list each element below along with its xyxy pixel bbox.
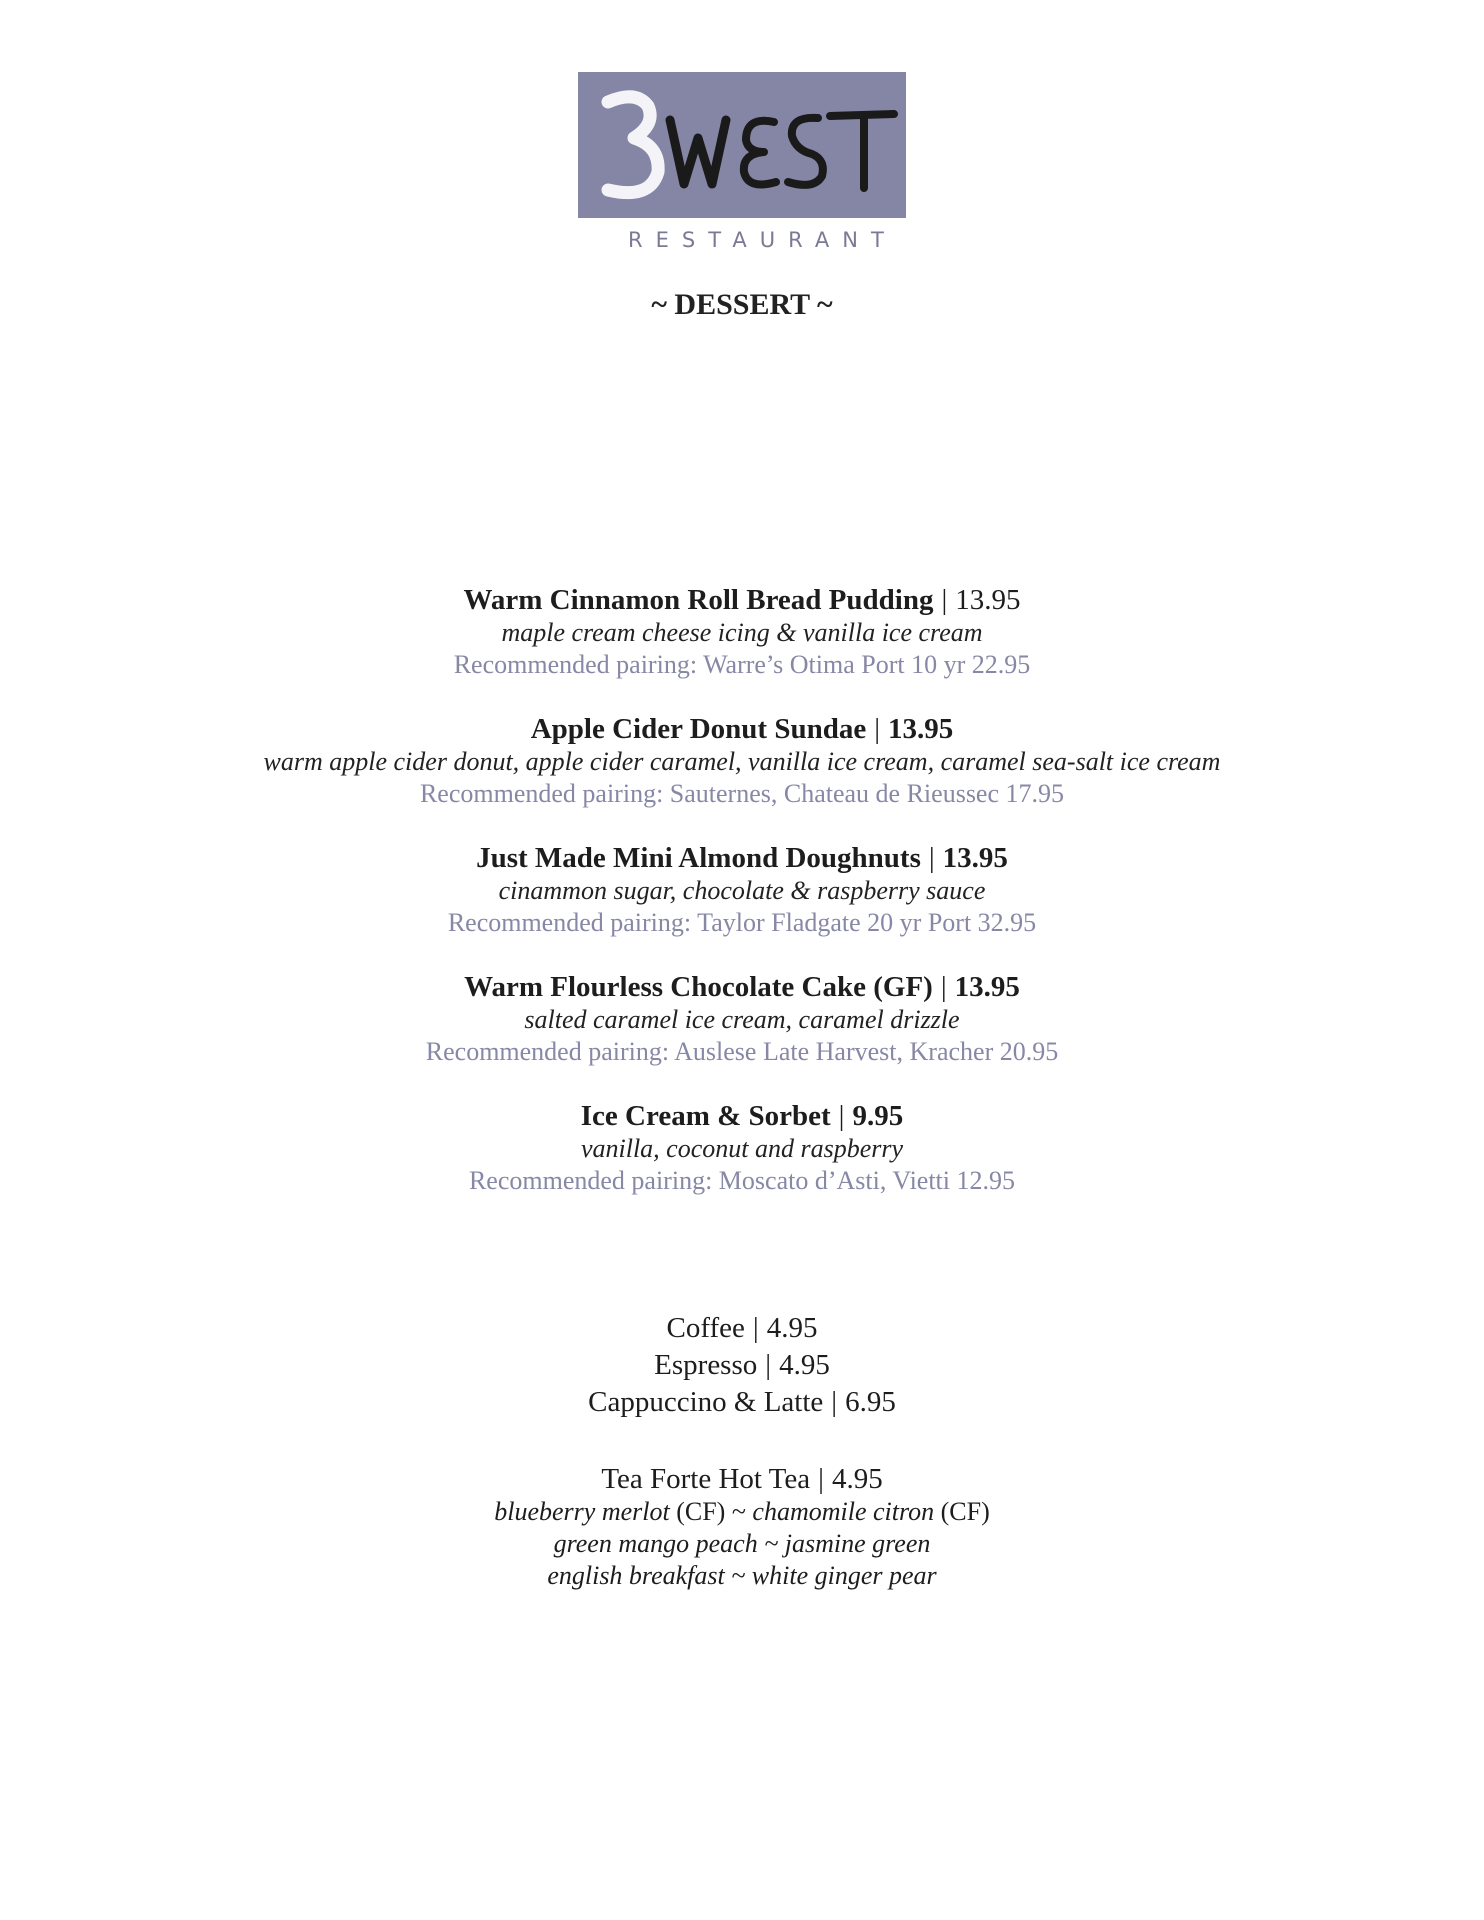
beverage-price: 4.95 bbox=[766, 1312, 818, 1344]
price-separator: | bbox=[874, 713, 881, 745]
price-separator: | bbox=[940, 971, 947, 1003]
dessert-price: 13.95 bbox=[954, 971, 1020, 1003]
dessert-item bbox=[0, 970, 1484, 1068]
tea-tag: (CF) bbox=[940, 1497, 990, 1526]
dessert-description: cinammon sugar, chocolate & raspberry sauce bbox=[498, 876, 986, 905]
price-separator: | bbox=[941, 584, 948, 616]
logo-wordmark bbox=[578, 72, 906, 218]
tea-price: 4.95 bbox=[831, 1463, 883, 1495]
dessert-description: maple cream cheese icing & vanilla ice cream bbox=[501, 618, 983, 647]
wine-pairing: Recommended pairing: Warre’s Otima Port 10 yr 22.95 bbox=[453, 650, 1031, 679]
dessert-description: warm apple cider donut, apple cider caramel, vanilla ice cream, caramel sea-salt ice cream bbox=[263, 747, 1221, 776]
tea-flavors-line: english breakfast ~ white ginger pear bbox=[547, 1561, 937, 1590]
dessert-price: 13.95 bbox=[942, 842, 1008, 874]
wine-pairing: Recommended pairing: Moscato d’Asti, Vietti 12.95 bbox=[468, 1166, 1016, 1195]
beverage-name: Coffee bbox=[666, 1312, 745, 1344]
dessert-item bbox=[0, 1099, 1484, 1197]
tea-section bbox=[0, 1462, 1484, 1592]
beverage-name: Cappuccino & Latte bbox=[588, 1386, 824, 1418]
price-separator: | bbox=[752, 1312, 759, 1344]
tea-flavor: chamomile citron bbox=[752, 1497, 935, 1526]
tea-title: Tea Forte Hot Tea bbox=[601, 1463, 811, 1495]
section-title: ~ DESSERT ~ bbox=[651, 288, 833, 321]
beverage-item bbox=[0, 1347, 1484, 1384]
dessert-item bbox=[0, 712, 1484, 810]
beverage-name: Espresso bbox=[654, 1349, 758, 1381]
tea-joiner: ~ bbox=[731, 1497, 746, 1526]
tea-tag: (CF) bbox=[676, 1497, 726, 1526]
dessert-description: salted caramel ice cream, caramel drizzle bbox=[524, 1005, 960, 1034]
dessert-name: Warm Cinnamon Roll Bread Pudding bbox=[463, 584, 934, 616]
tea-flavors-line bbox=[0, 1496, 1484, 1528]
dessert-item bbox=[0, 841, 1484, 939]
dessert-name: Ice Cream & Sorbet bbox=[580, 1100, 831, 1132]
dessert-description: vanilla, coconut and raspberry bbox=[580, 1134, 904, 1163]
beverage-price: 4.95 bbox=[779, 1349, 830, 1381]
price-separator: | bbox=[928, 842, 935, 874]
beverage-item bbox=[0, 1310, 1484, 1347]
beverage-price: 6.95 bbox=[845, 1386, 896, 1418]
beverage-item bbox=[0, 1384, 1484, 1421]
price-separator: | bbox=[831, 1386, 838, 1418]
tea-flavors-line: green mango peach ~ jasmine green bbox=[553, 1529, 931, 1558]
price-separator: | bbox=[838, 1100, 845, 1132]
restaurant-logo bbox=[578, 72, 908, 220]
dessert-price: 13.95 bbox=[888, 713, 954, 745]
beverage-list bbox=[0, 1310, 1484, 1421]
dessert-name: Just Made Mini Almond Doughnuts bbox=[476, 842, 921, 874]
wine-pairing: Recommended pairing: Sauternes, Chateau de Rieussec 17.95 bbox=[419, 779, 1065, 808]
wine-pairing: Recommended pairing: Auslese Late Harvest, Kracher 20.95 bbox=[425, 1037, 1059, 1066]
dessert-name: Warm Flourless Chocolate Cake (GF) bbox=[464, 971, 933, 1003]
price-separator: | bbox=[818, 1463, 824, 1495]
dessert-price: 9.95 bbox=[852, 1100, 904, 1132]
dessert-price: 13.95 bbox=[955, 584, 1021, 616]
dessert-item bbox=[0, 583, 1484, 681]
price-separator: | bbox=[765, 1349, 772, 1381]
wine-pairing: Recommended pairing: Taylor Fladgate 20 yr Port 32.95 bbox=[447, 908, 1037, 937]
dessert-name: Apple Cider Donut Sundae bbox=[530, 713, 867, 745]
logo-subtitle: RESTAURANT bbox=[628, 228, 897, 252]
tea-flavor: blueberry merlot bbox=[494, 1497, 670, 1526]
